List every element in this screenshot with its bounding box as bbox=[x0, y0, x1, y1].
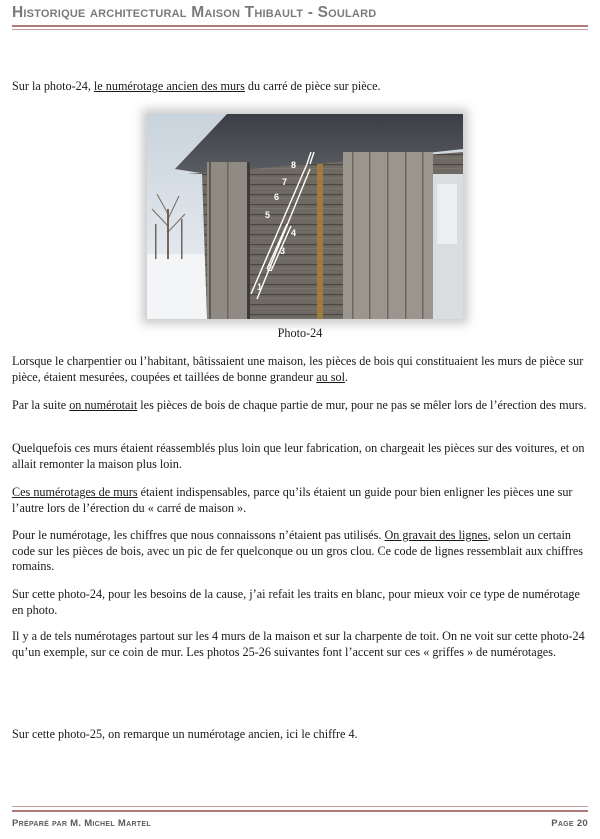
paragraph-6 bbox=[12, 587, 590, 618]
p5-text: Pour le numérotage, les chiffres que nous connaissons n’étaient pas utilisés. bbox=[12, 528, 385, 542]
paragraph-5 bbox=[12, 528, 590, 575]
header-rule-bottom bbox=[12, 29, 588, 30]
intro-paragraph bbox=[12, 79, 590, 95]
paragraph-7 bbox=[12, 629, 590, 660]
paragraph-1 bbox=[12, 354, 590, 385]
p4-underlined: Ces numérotages de murs bbox=[12, 485, 138, 499]
photo-24 bbox=[147, 114, 463, 319]
mark-2: 2 bbox=[267, 263, 273, 273]
paragraph-3 bbox=[12, 441, 590, 472]
footer-author bbox=[12, 818, 151, 829]
p2-text-end: les pièces de bois de chaque partie de mur, pour ne pas se mêler lors de l’érection des murs. bbox=[137, 398, 587, 412]
p7-text: Il y a de tels numérotages partout sur les 4 murs de la maison et sur la charpente de toit. On ne voit sur cette photo-24 qu’un exemple, sur ce coin de mur. Les photos 25-26 suivantes font l’accent sur ces « griffes » de numérotages. bbox=[12, 629, 585, 659]
mark-5: 5 bbox=[265, 210, 271, 220]
footer-page-text: Page 20 bbox=[551, 818, 588, 829]
footer-page-number bbox=[551, 818, 588, 829]
p3-text: Quelquefois ces murs étaient réassemblés plus loin que leur fabrication, on chargeait les pièces sur des voitures, et on allait remonter la maison plus loin. bbox=[12, 441, 585, 471]
p5-text-end: , selon un certain code sur les pièces de bois, avec un pic de fer quelconque ou un gros clou. Ce code de lignes ressemblait aux chiffres romains. bbox=[12, 528, 584, 573]
page-header-title bbox=[12, 4, 588, 22]
p6-text: Sur cette photo-24, pour les besoins de la cause, j’ai refait les traits en blanc, pour mieux voir ce type de numérotage en photo. bbox=[12, 587, 580, 617]
mark-4: 4 bbox=[291, 228, 297, 238]
footer-author-text: Préparé par M. Michel Martel bbox=[12, 818, 151, 829]
footer-rule-bottom bbox=[12, 810, 588, 812]
mark-8: 8 bbox=[291, 160, 297, 170]
mark-3: 3 bbox=[280, 246, 286, 256]
photo-24-image bbox=[147, 114, 463, 319]
footer-rule-top bbox=[12, 806, 588, 807]
mark-6: 6 bbox=[274, 192, 280, 202]
header-title-text: Historique architectural Maison Thibault - Soulard bbox=[12, 4, 377, 21]
p1-text: Lorsque le charpentier ou l’habitant, bâtissaient une maison, les pièces de bois qui constituaient les murs de pièce sur pièce, étaient mesurées, coupées et taillées de bonne grandeur bbox=[12, 354, 584, 384]
p2-text: Par la suite bbox=[12, 398, 70, 412]
paragraph-2 bbox=[12, 398, 590, 414]
intro-text-end: du carré de pièce sur pièce. bbox=[244, 79, 381, 93]
photo-caption: Photo-24 bbox=[277, 326, 323, 340]
mark-1: 1 bbox=[257, 282, 263, 292]
p4-text: étaient indispensables, parce qu’ils étaient un guide pour bien enligner les pièces une sur l’autre lors de l’érection du « carré de maison ». bbox=[12, 485, 573, 515]
mark-7: 7 bbox=[282, 177, 288, 187]
p8-text: Sur cette photo-25, on remarque un numérotage ancien, ici le chiffre 4. bbox=[12, 727, 358, 741]
intro-underlined: le numérotage ancien des murs bbox=[93, 79, 245, 93]
header-rule-top bbox=[12, 25, 588, 27]
intro-text: Sur la photo-24, bbox=[12, 79, 94, 93]
p2-underlined: on numérotait bbox=[69, 398, 138, 412]
p5-underlined: On gravait des lignes bbox=[384, 528, 488, 542]
p1-text-end: . bbox=[345, 369, 349, 384]
p1-underlined: au sol bbox=[316, 369, 345, 384]
paragraph-8 bbox=[12, 727, 590, 743]
paragraph-4 bbox=[12, 485, 590, 516]
